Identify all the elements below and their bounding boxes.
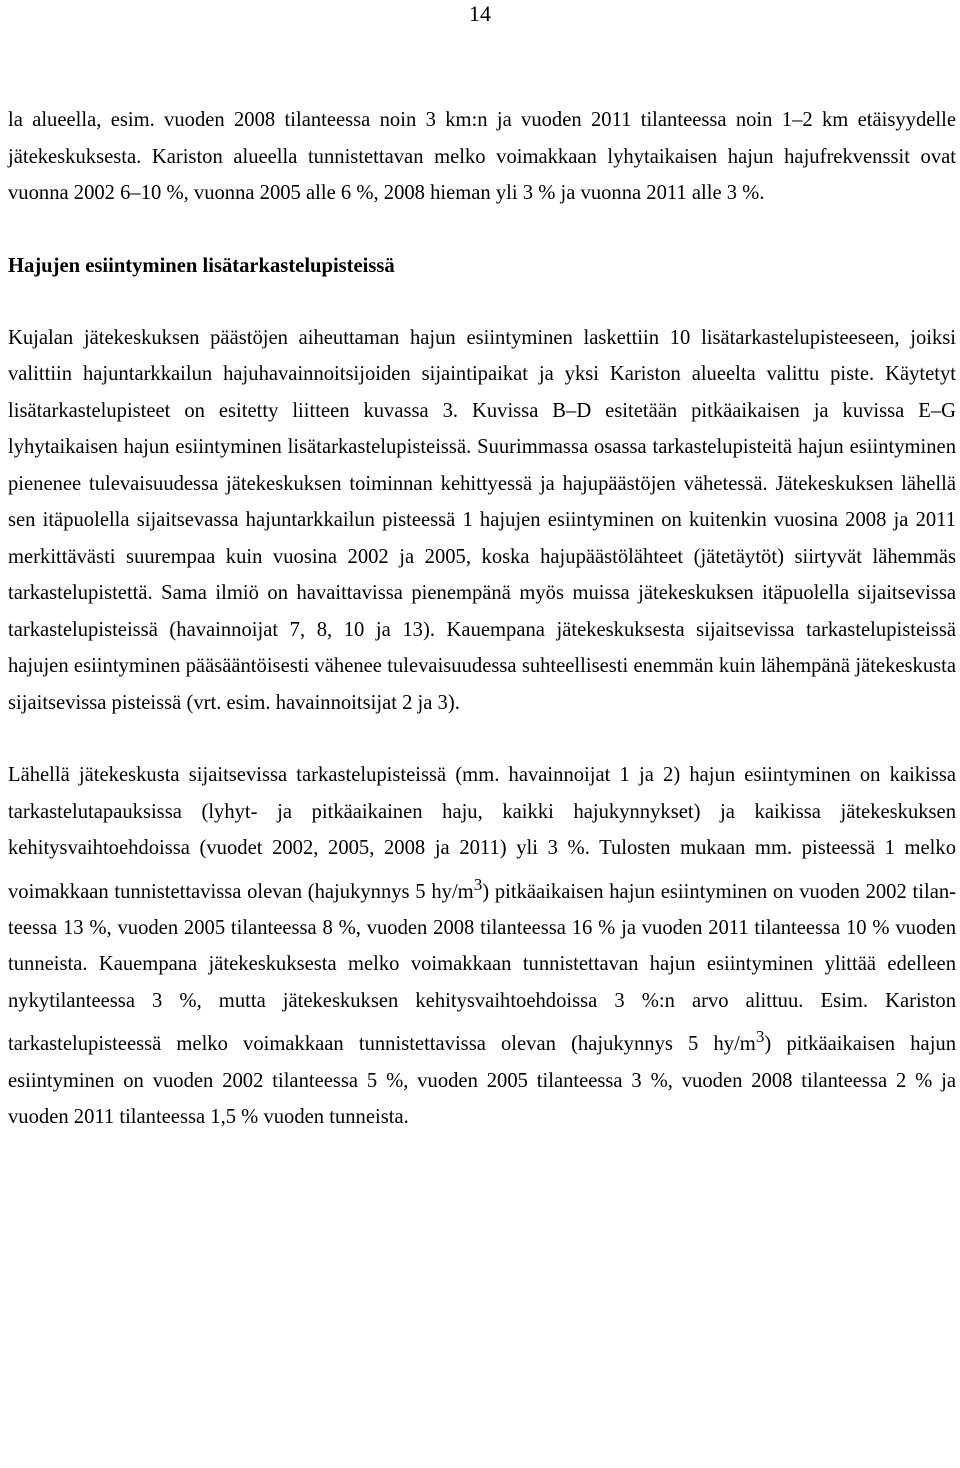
- section-heading: Hajujen esiintyminen lisätarkastelupisteissä: [8, 254, 395, 277]
- paragraph-intro: la alueella, esim. vuoden 2008 tilanteessa noin 3 km:n ja vuoden 2011 tilanteessa noin 1–2 km etäisyydelle jätekeskuksesta. Kariston alueella tunnistettavan melko voimakkaan lyhytaikaisen hajun hajufrekvenssit ovat vuonna 2002 6–10 %, vuonna 2005 alle 6 %, 2008 hieman yli 3 % ja vuonna 2011 alle 3 %.: [8, 109, 956, 204]
- page-number: 14: [469, 1, 491, 26]
- superscript-3: 3: [473, 874, 483, 894]
- paragraph-text-part-1: Lähellä jätekeskusta sijaitsevissa tarkastelupisteissä (mm. havainnoijat 1 ja 2) hajun esiintyminen on kaikissa tarkastelutapauksissa (lyhyt- ja pitkäaikainen haju, kaikki hajukynnykset) ja kaikissa jätekeskuksen kehitysvaihtoehdoissa (vuodet 2002, 2005, 2008 ja 2011) yli 3 %. Tulosten mukaan mm. pisteessä 1 melko voimakkaan tunnistettavissa olevan (hajukynnys 5 hy/m: [8, 764, 956, 903]
- paragraph-text-part-3: ) pitkäaikaisen hajun esiintyminen on vuoden 2002 tilanteessa 5 %, vuoden 2005 tilanteessa 3 %, vuoden 2008 tilanteessa 2 % ja vuoden 2011 tilanteessa 1,5 % vuoden tunneista.: [8, 1033, 957, 1129]
- paragraph-additional-points: Kujalan jätekeskuksen päästöjen aiheuttaman hajun esiintyminen laskettiin 10 lisätarkastelupisteeseen, joiksi valittiin hajuntarkkailun hajuhavainnoitsijoiden sijaintipaikat ja yksi Kariston alueelta valittu piste. Käytetyt lisätarkastelupisteet on esitetty liitteen kuvassa 3. Kuvissa B–D esitetään pitkäaikaisen ja kuvissa E–G lyhytaikaisen hajun esiintyminen lisätarkastelupisteissä. Suurimmassa osassa tarkastelupisteitä hajun esiintyminen pienenee tulevaisuudessa jätekeskuksen toiminnan kehittyessä ja hajupäästöjen vähetessä. Jätekeskuksen lähellä sen itäpuolella sijaitsevassa hajuntarkkailun pisteessä 1 hajujen esiintyminen on kuitenkin vuosina 2008 ja 2011 merkittävästi suurempaa kuin vuosina 2002 ja 2005, koska hajupäästölähteet (jätetäytöt) siirtyvät lähemmäs tarkastelupistettä. Sama ilmiö on havaittavissa pienempänä myös muissa jätekeskuksen itäpuolella sijaitsevissa tarkastelupisteissä (havainnoijat 7, 8, 10 ja 13). Kauempana jätekeskuksesta sijaitsevissa tarkastelupisteissä hajujen esiintyminen pääsääntöisesti vähenee tulevaisuudessa suhteellisesti enemmän kuin lähempänä jätekeskusta sijaitsevissa pisteissä (vrt. esim. havainnoitsijat 2 ja 3).: [8, 326, 956, 714]
- superscript-3: 3: [755, 1027, 765, 1047]
- paragraph-text-part-2: ) pitkäaikaisen hajun esiintyminen on vuoden 2002 tilanteessa 13 %, vuoden 2005 tilanteessa 8 %, vuoden 2008 tilanteessa 16 % ja vuoden 2011 tilanteessa 10 % vuoden tunneista. Kauempana jätekeskuksesta melko voimakkaan tunnistettavan hajun esiintyminen ylittää edelleen nykytilanteessa 3 %, mutta jätekeskuksen kehitysvaihtoehdoissa 3 %:n arvo alittuu. Esim. Kariston tarkastelupisteessä melko voimakkaan tunnistettavissa olevan (hajukynnys 5 hy/m: [8, 880, 956, 1056]
- paragraph-near-points: [8, 757, 956, 1136]
- document-body: [8, 102, 956, 1136]
